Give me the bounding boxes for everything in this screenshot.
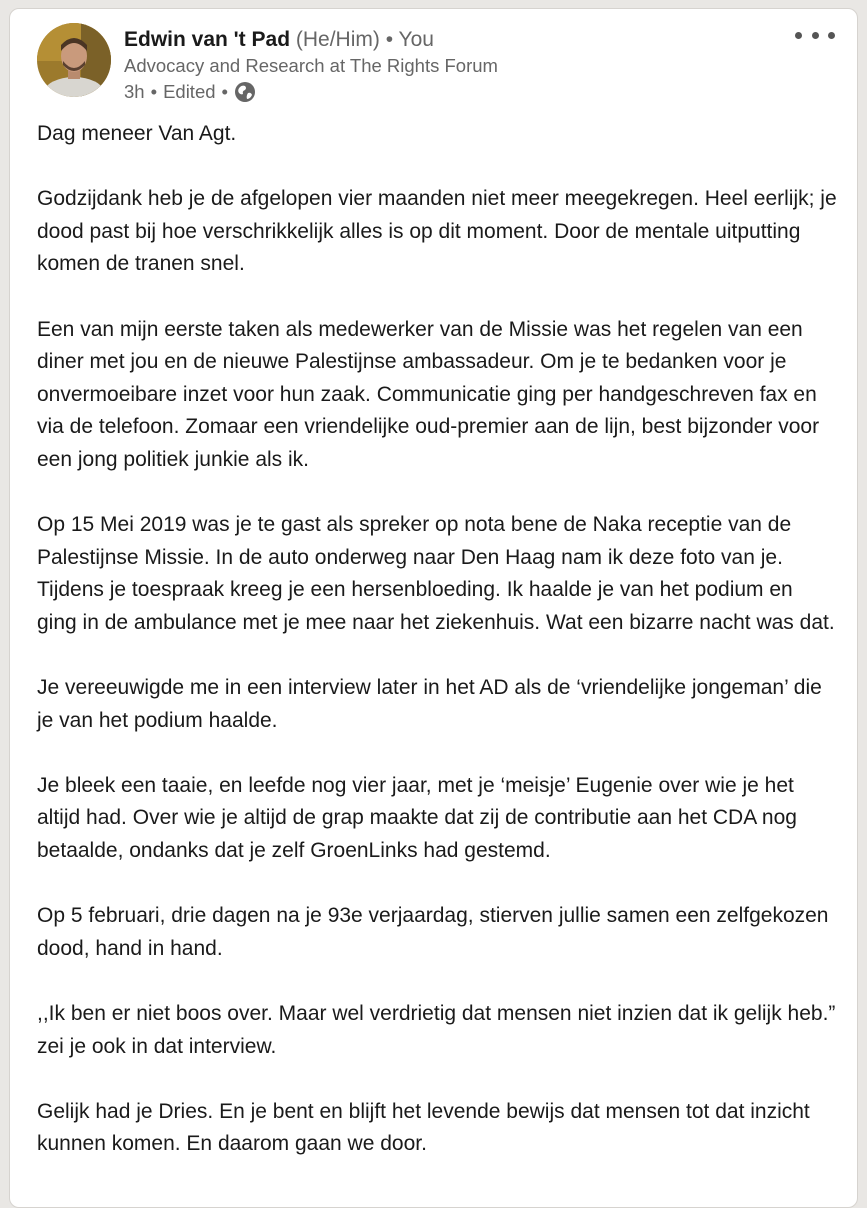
post-paragraph: Op 15 Mei 2019 was je te gast als spreker op nota bene de Naka receptie van de Palestijnse Missie. In de auto onderweg naar Den Haag nam ik deze foto van je. Tijdens je toespraak kreeg je een hersenbloeding. Ik haalde je van het podium en ging in de ambulance met je mee naar het ziekenhuis. Wat een bizarre nacht was dat. — [37, 513, 835, 634]
avatar[interactable] — [37, 23, 111, 97]
post-paragraph: Een van mijn eerste taken als medewerker van de Missie was het regelen van een diner met jou en de nieuwe Palestijnse ambassadeur. Om je te bedanken voor je onvermoeibare inzet voor hun zaak. Communicatie ging per handgeschreven fax en via de telefoon. Zomaar een vriendelijke oud-premier aan de lijn, best bijzonder voor een jong politiek junkie als ik. — [37, 317, 820, 471]
post-card — [9, 8, 858, 1208]
post-paragraph: ,,Ik ben er niet boos over. Maar wel verdrietig dat mensen niet inzien dat ik gelijk heb.” zei je ook in dat interview. — [37, 1002, 836, 1058]
post-meta — [124, 79, 256, 105]
more-horizontal-icon — [795, 32, 802, 39]
author-headline: Advocacy and Research at The Rights Forum — [124, 55, 498, 76]
post-paragraph: Je vereeuwigde me in een interview later in het AD als de ‘vriendelijke jongeman’ die je van het podium haalde. — [37, 676, 822, 732]
author-name[interactable]: Edwin van 't Pad — [124, 28, 291, 51]
separator-dot: • — [385, 28, 394, 51]
author-pronouns: (He/Him) — [295, 28, 380, 51]
avatar-photo — [37, 23, 111, 97]
author-line — [124, 25, 434, 55]
edited-label: Edited — [163, 81, 216, 102]
separator-dot: • — [221, 81, 229, 102]
separator-dot: • — [150, 81, 158, 102]
author-relation: You — [398, 28, 434, 51]
post-text — [37, 118, 837, 1194]
post-paragraph: Je bleek een taaie, en leefde nog vier jaar, met je ‘meisje’ Eugenie over wie je het altijd had. Over wie je altijd de grap maakte dat zij de contributie aan het CDA nog betaalde, ondanks dat je zelf GroenLinks had gestemd. — [37, 773, 797, 863]
globe-icon — [234, 81, 256, 103]
post-time: 3h — [124, 81, 145, 102]
post-paragraph: Dag meneer Van Agt. — [37, 122, 237, 145]
post-paragraph: Gelijk had je Dries. En je bent en blijft het levende bewijs dat mensen tot dat inzicht kunnen komen. En daarom gaan we door. — [37, 1099, 810, 1156]
post-paragraph: Op 5 februari, drie dagen na je 93e verjaardag, stierven jullie samen een zelfgekozen dood, hand in hand. — [37, 904, 829, 960]
more-options-button[interactable] — [795, 23, 835, 47]
post-paragraph: Godzijdank heb je de afgelopen vier maanden niet meer meegekregen. Heel eerlijk; je dood past bij hoe verschrikkelijk alles is op dit moment. Door de mentale uitputting komen de tranen snel. — [37, 187, 837, 276]
